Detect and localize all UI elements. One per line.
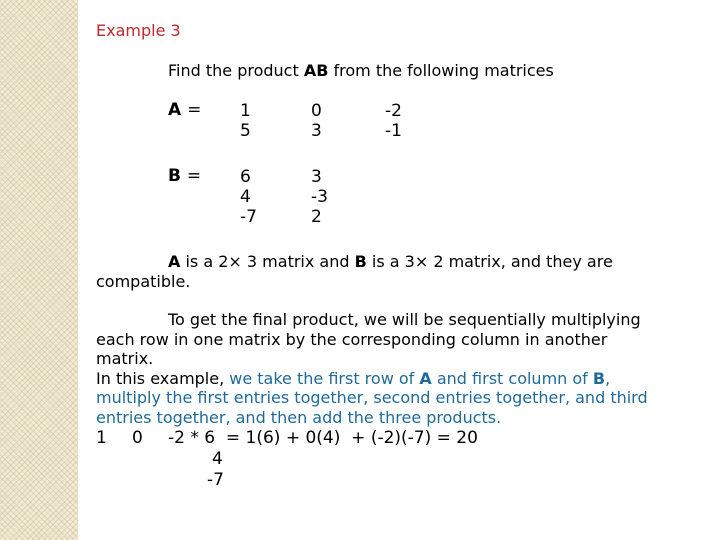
matrix-a-column-2 (311, 101, 322, 141)
matrix-b-column-2 (311, 167, 328, 227)
problem-prompt (168, 61, 554, 80)
matrix-a-cell: 1 (240, 101, 251, 121)
matrix-a-cell: -1 (385, 121, 402, 141)
calc-expression: -2 * 6 = 1(6) + 0(4) + (-2)(-7) = 20 (168, 428, 478, 448)
calc-row-entry-2: 0 (132, 428, 143, 448)
prompt-text-pre: Find the product (168, 61, 304, 80)
calc-column-entry-2: 4 (212, 449, 223, 469)
para1-line1 (96, 252, 656, 272)
matrix-b-cell: -7 (240, 207, 257, 227)
matrix-a-label (168, 100, 201, 120)
para1-matrix-b: B (354, 252, 367, 271)
method-paragraph (96, 310, 656, 427)
para2-line3-blue2: and first column of (431, 368, 593, 388)
para2-line2: each row in one matrix by the corresponding column in another matrix. (96, 329, 608, 368)
calc-row-entry-1: 1 (96, 428, 107, 448)
example-title: Example 3 (96, 21, 181, 40)
matrix-b-cell: 4 (240, 187, 251, 207)
para2-line3-pre: In this example, (96, 368, 230, 388)
para1-line2: compatible. (96, 271, 191, 291)
matrix-a-equals: = (187, 100, 202, 120)
matrix-a-letter: A (168, 100, 182, 120)
calc-column-entry-3: -7 (207, 470, 224, 490)
matrix-a-cell: -2 (385, 101, 402, 121)
para1-text2: is a 3× 2 matrix, and they are (366, 252, 613, 271)
matrix-a-cell: 3 (311, 121, 322, 141)
matrix-b-cell: -3 (311, 187, 328, 207)
matrix-b-label (168, 166, 201, 186)
para2-line3 (96, 369, 656, 389)
textured-sidebar (0, 0, 78, 540)
matrix-b-cell: 2 (311, 207, 322, 227)
para2-line1: To get the final product, we will be sequentially multiplying (168, 310, 641, 329)
prompt-text-post: from the following matrices (328, 61, 554, 80)
matrix-a-column-3 (385, 101, 402, 141)
para2-line4: multiply the first entries together, second entries together, and third (96, 388, 648, 407)
prompt-text-bold: AB (303, 61, 329, 80)
matrix-a-cell: 5 (240, 121, 251, 141)
para1-text1: is a 2× 3 matrix and (180, 252, 355, 271)
matrix-a-cell: 0 (311, 101, 322, 121)
matrix-b-column-1 (240, 167, 257, 227)
matrix-b-cell: 6 (240, 167, 251, 187)
para2-line3-b: B (592, 368, 606, 388)
para2-line3-blue1: we take the first row of (229, 368, 420, 388)
matrix-b-cell: 3 (311, 167, 322, 187)
para2-line3-a: A (419, 368, 432, 388)
matrix-a-column-1 (240, 101, 251, 141)
matrix-b-equals: = (186, 166, 202, 186)
compatibility-paragraph (96, 252, 656, 291)
matrix-b-letter: B (168, 166, 181, 186)
para1-matrix-a: A (168, 252, 181, 271)
para2-line5: entries together, and then add the three products. (96, 407, 502, 427)
para2-line3-end: , (605, 368, 611, 388)
